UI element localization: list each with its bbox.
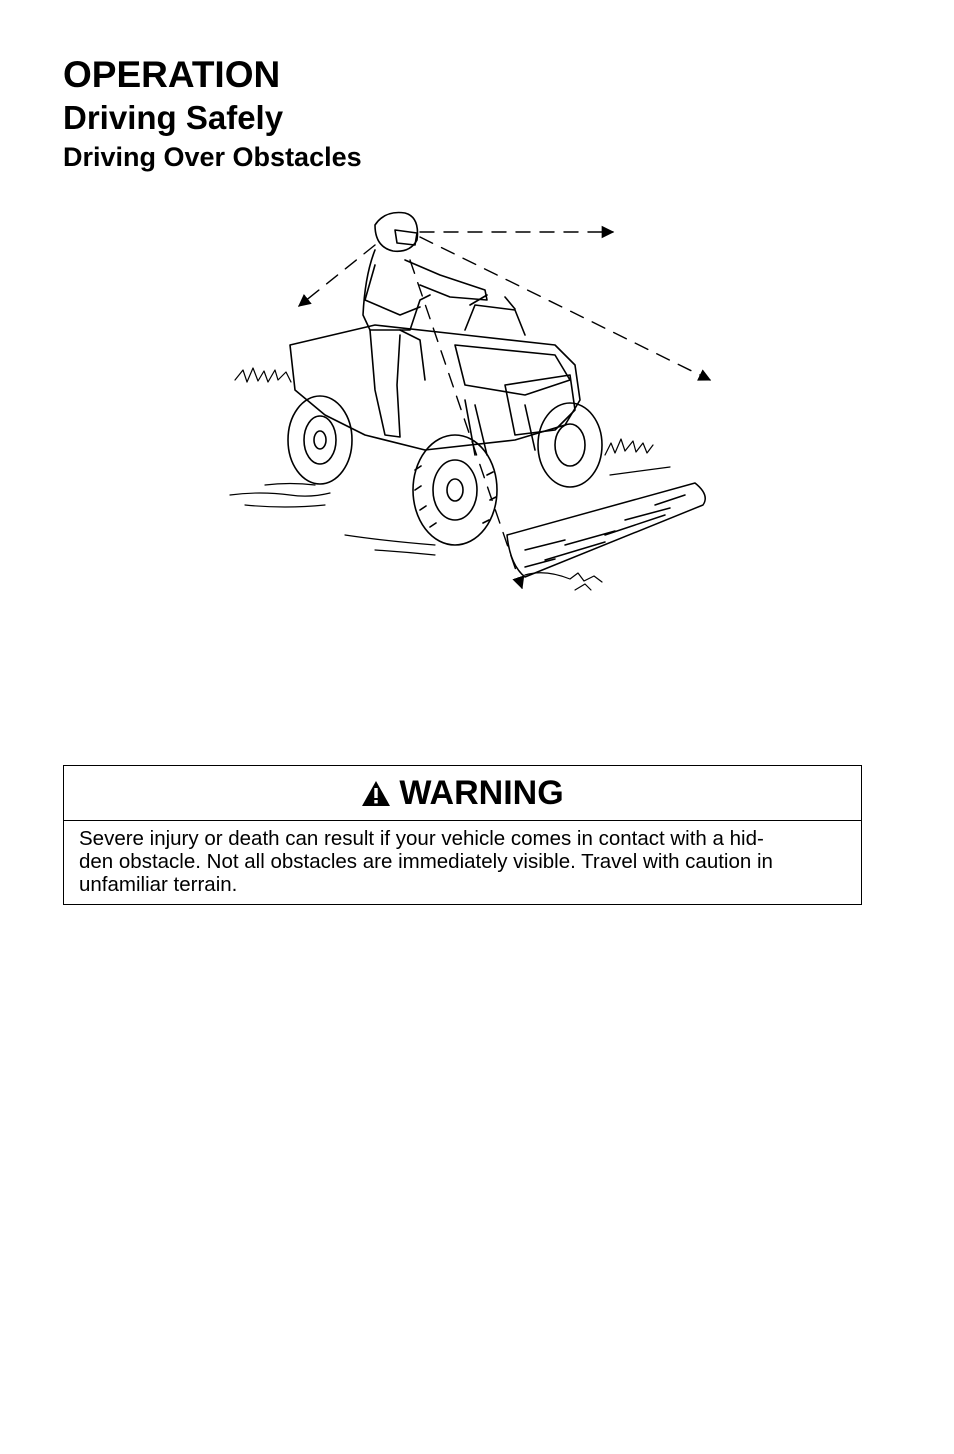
warning-text-line: unfamiliar terrain. [79,873,238,896]
rider [363,213,487,438]
log-obstacle [507,483,705,577]
warning-text-line: Severe injury or death can result if your vehicle comes in contact with a hid- [79,827,764,850]
page-title: Driving Safely [63,99,284,136]
ground [230,368,670,590]
sight-line-right [420,237,710,380]
section-title: OPERATION [63,54,281,95]
warning-text [64,821,861,896]
atv [288,295,602,545]
warning-title: WARNING [399,774,564,812]
warning-triangle-icon [361,780,391,807]
sight-lines [299,232,710,588]
warning-text-line: den obstacle. Not all obstacles are immediately visible. Travel with caution in [79,850,773,873]
warning-box [63,765,862,905]
atv-rider-over-log-illustration [225,205,725,600]
page-subtitle: Driving Over Obstacles [63,142,362,172]
warning-header [64,766,861,821]
